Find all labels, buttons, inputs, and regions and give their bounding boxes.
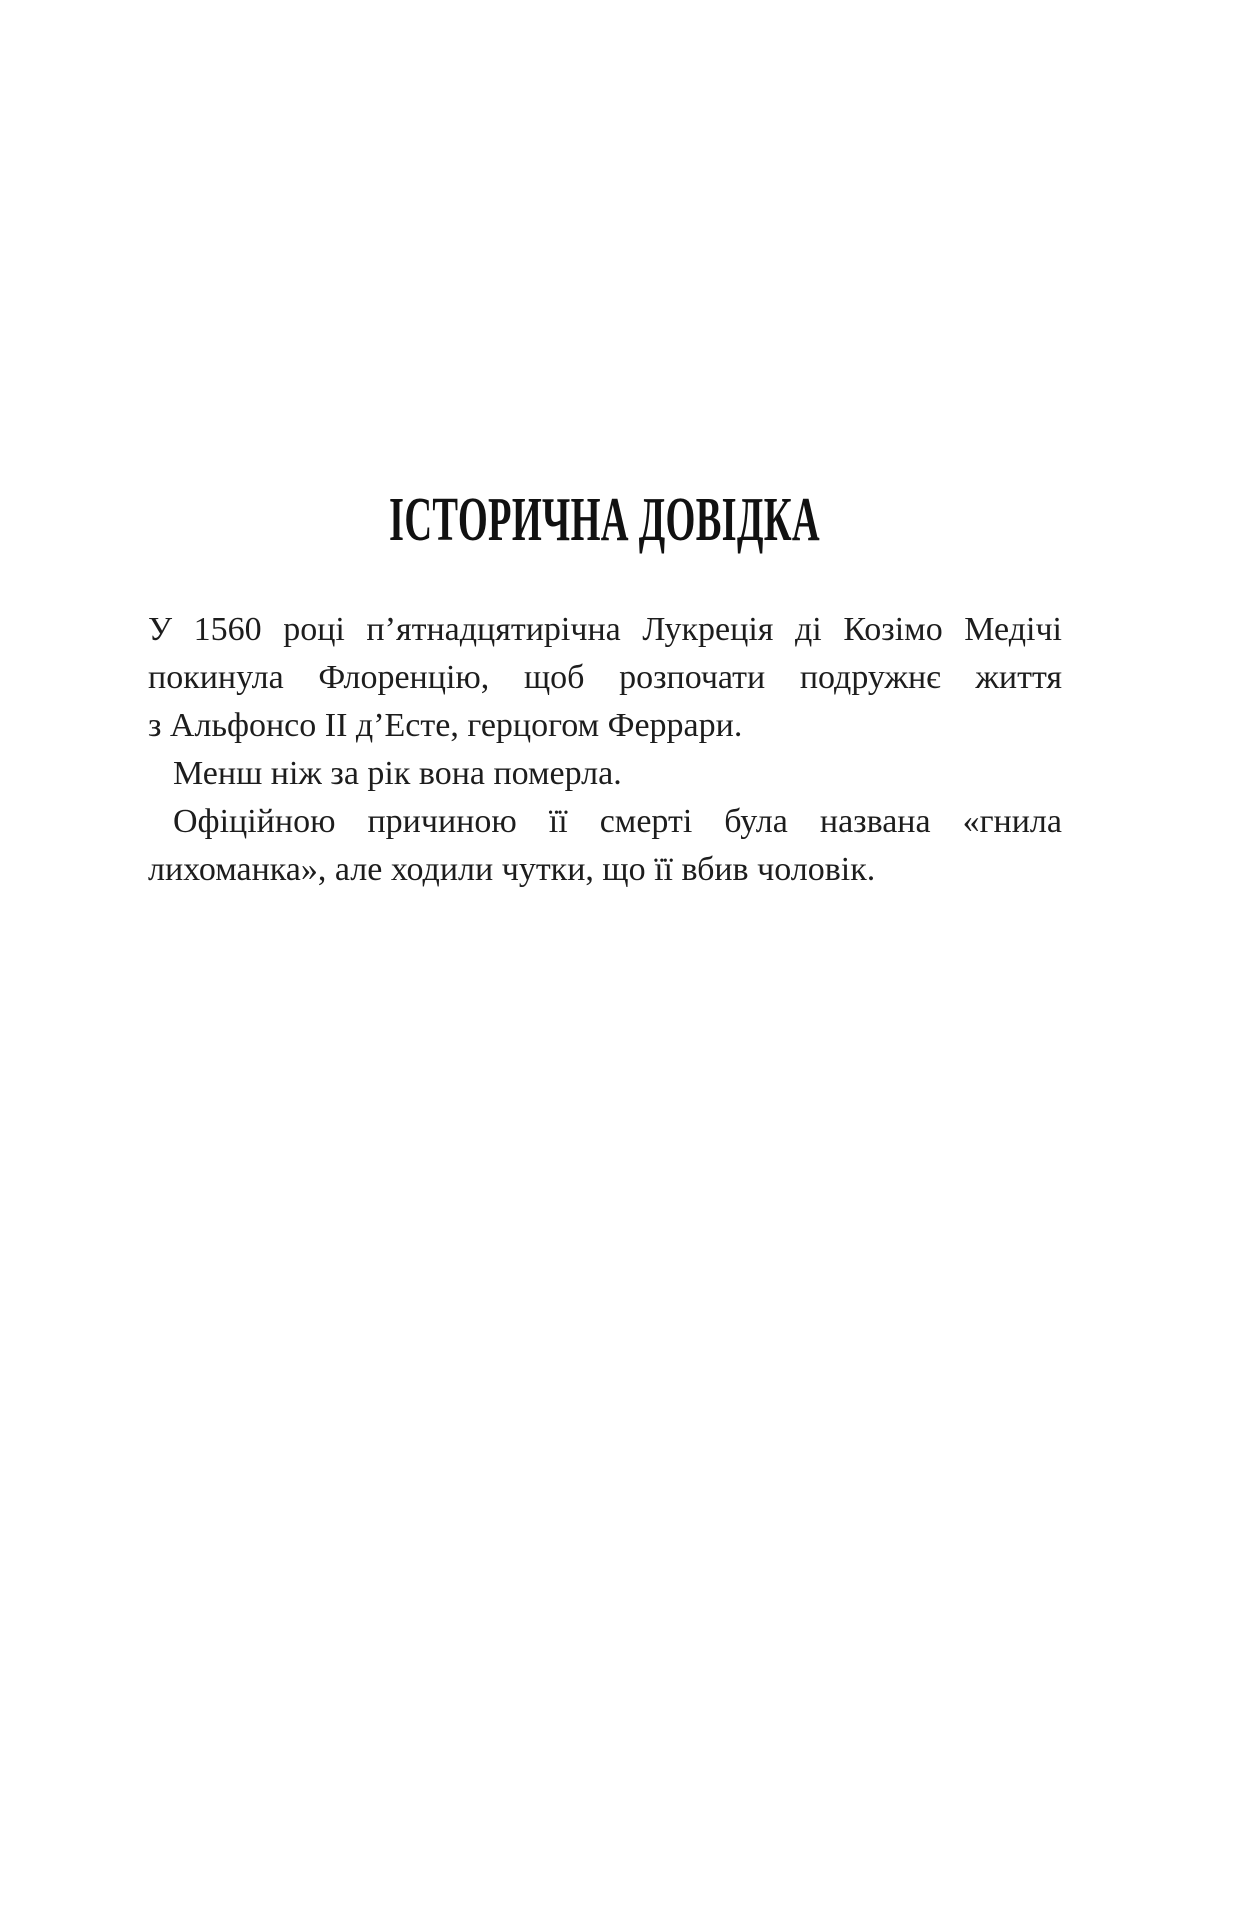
text-line: Офіційною причиною її смерті була названа «гнила	[173, 803, 1062, 840]
text-line: з Альфонсо II д’Есте, герцогом Феррари.	[148, 707, 743, 744]
text-line: У 1560 році п’ятнадцятирічна Лукреція ді Козімо Медічі	[148, 611, 1062, 648]
body-text	[148, 606, 1062, 894]
section-heading	[148, 486, 1062, 554]
text-line: покинула Флоренцію, щоб розпочати подружнє життя	[148, 659, 1062, 696]
text-line: лихоманка», але ходили чутки, що її вбив чоловік.	[148, 851, 876, 888]
paragraph	[148, 606, 1062, 750]
paragraph	[148, 750, 1062, 798]
page-title: ІСТОРИЧНА ДОВІДКА	[389, 486, 821, 554]
text-line: Менш ніж за рік вона померла.	[173, 755, 622, 792]
paragraph	[148, 798, 1062, 894]
